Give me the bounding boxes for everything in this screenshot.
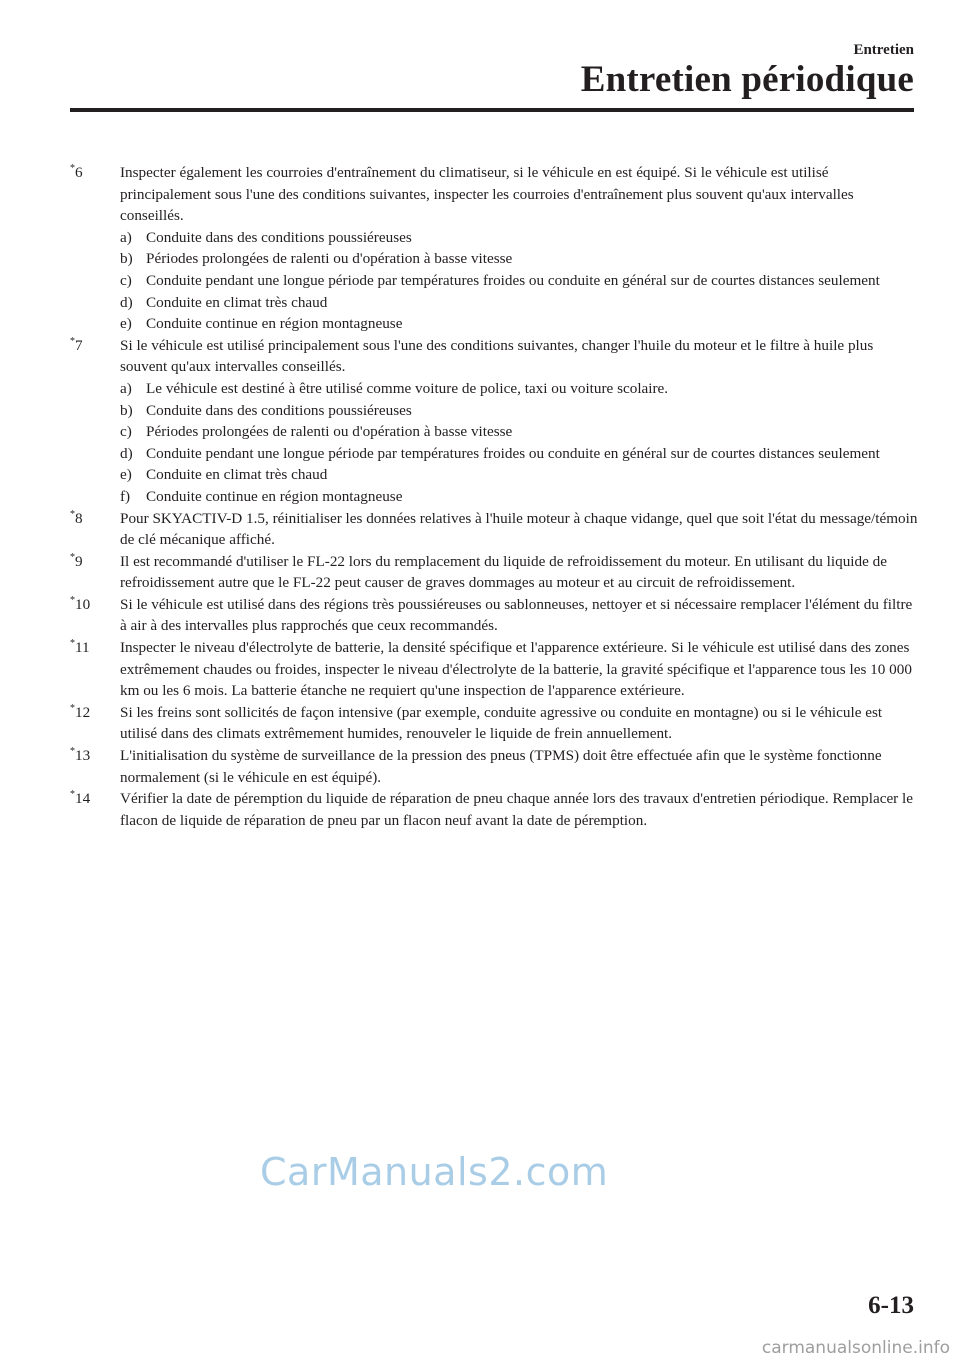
- sub-item: [120, 421, 918, 443]
- note-number: [70, 745, 90, 767]
- sub-item-letter: c): [120, 271, 132, 289]
- note-number: [70, 162, 83, 184]
- note-number-text: 7: [75, 336, 83, 354]
- note-marker: *: [70, 335, 75, 347]
- note-number: [70, 637, 90, 659]
- note-marker: *: [70, 594, 75, 606]
- note-number: [70, 702, 90, 724]
- sub-item-text: Conduite en climat très chaud: [146, 293, 328, 311]
- note-11: [70, 637, 918, 702]
- sub-item-text: Conduite dans des conditions poussiéreuses: [146, 228, 412, 246]
- note-marker: *: [70, 508, 75, 520]
- note-text: Il est recommandé d'utiliser le FL-22 lors du remplacement du liquide de refroidissement du moteur. En utilisant du liquide de refroidissement autre que le FL-22 peut causer de graves dommages au moteur et au circuit de refroidissement.: [120, 552, 887, 592]
- section-label: Entretien: [853, 42, 914, 58]
- sub-item-text: Périodes prolongées de ralenti ou d'opération à basse vitesse: [146, 250, 513, 268]
- sub-item: [120, 464, 918, 486]
- note-marker: *: [70, 638, 75, 650]
- sub-item-letter: a): [120, 228, 132, 246]
- sub-item-text: Conduite pendant une longue période par températures froides ou conduite en général sur de courtes distances seulement: [146, 271, 880, 289]
- note-number: [70, 788, 90, 810]
- note-text: Si le véhicule est utilisé principalement sous l'une des conditions suivantes, changer l'huile du moteur et le filtre à huile plus souvent qu'aux intervalles conseillés.: [120, 336, 874, 376]
- watermark-logo[interactable]: CarManuals2.com: [260, 1150, 609, 1194]
- sub-item: [120, 270, 918, 292]
- note-7: [70, 335, 918, 508]
- sub-item-text: Périodes prolongées de ralenti ou d'opération à basse vitesse: [146, 423, 513, 441]
- note-text: Inspecter également les courroies d'entraînement du climatiseur, si le véhicule en est équipé. Si le véhicule est utilisé principalement sous l'une des conditions suivantes, inspecter les courroies d'entraînement plus souvent qu'aux intervalles conseillés.: [120, 164, 854, 225]
- note-12: [70, 702, 918, 745]
- sub-item-text: Conduite en climat très chaud: [146, 466, 328, 484]
- note-text: Vérifier la date de péremption du liquide de réparation de pneu chaque année lors des travaux d'entretien périodique. Remplacer le flacon de liquide de réparation de pneu par un flacon neuf avant la date de péremption.: [120, 790, 913, 829]
- note-number-text: 13: [75, 747, 91, 765]
- note-number-text: 12: [75, 703, 91, 721]
- note-number-text: 9: [75, 552, 83, 570]
- note-marker: *: [70, 746, 75, 758]
- header-rule: [70, 108, 914, 112]
- note-number: [70, 335, 83, 357]
- sub-item: [120, 378, 918, 400]
- note-number-text: 6: [75, 164, 83, 181]
- sub-item: [120, 248, 918, 270]
- note-13: [70, 745, 918, 788]
- note-number-text: 8: [75, 509, 83, 527]
- sub-item: [120, 486, 918, 508]
- note-number-text: 11: [75, 639, 90, 657]
- note-number-text: 14: [75, 790, 91, 808]
- sub-item: [120, 313, 918, 335]
- sub-item-letter: c): [120, 423, 132, 441]
- note-text: Inspecter le niveau d'électrolyte de batterie, la densité spécifique et l'apparence extérieure. Si le véhicule est utilisé dans des zones extrêmement chaudes ou froides, inspecter le niveau d'électrolyte de la batterie, la gravité spécifique et l'apparence tous les 10 000 km ou les 6 mois. La batterie étanche ne requiert qu'une inspection de l'apparence extérieure.: [120, 639, 912, 700]
- note-6: [70, 162, 918, 335]
- note-marker: *: [70, 163, 75, 174]
- footer-watermark[interactable]: carmanualsonline.info: [761, 1338, 950, 1358]
- sub-item-letter: d): [120, 444, 133, 462]
- sub-item-text: Conduite continue en région montagneuse: [146, 487, 403, 505]
- note-9: [70, 551, 918, 594]
- sub-item: [120, 443, 918, 465]
- note-marker: *: [70, 551, 75, 563]
- note-text: Pour SKYACTIV-D 1.5, réinitialiser les données relatives à l'huile moteur à chaque vidange, quel que soit l'état du message/témoin de clé mécanique affiché.: [120, 509, 918, 549]
- sub-item-letter: b): [120, 401, 133, 419]
- sub-item-letter: f): [120, 487, 131, 505]
- page-number: 6-13: [868, 1292, 914, 1319]
- note-10: [70, 594, 918, 637]
- sub-item-letter: e): [120, 315, 132, 333]
- sub-item: [120, 400, 918, 422]
- note-marker: *: [70, 789, 75, 801]
- note-number: [70, 551, 83, 573]
- sub-item-text: Conduite dans des conditions poussiéreuses: [146, 401, 412, 419]
- sub-item-letter: b): [120, 250, 133, 268]
- note-text: Si les freins sont sollicités de façon intensive (par exemple, conduite agressive ou conduite en montagne) ou si le véhicule est utilisé dans des climats extrêmement humides, renouveler le liquide de frein annuellement.: [120, 703, 883, 743]
- note-14: [70, 788, 918, 831]
- note-text: L'initialisation du système de surveillance de la pression des pneus (TPMS) doit être effectuée afin que le système fonctionne normalement (si le véhicule en est équipé).: [120, 747, 882, 786]
- sub-item-letter: d): [120, 293, 133, 311]
- note-marker: *: [70, 702, 75, 714]
- page-title: Entretien périodique: [580, 59, 914, 100]
- sub-item-text: Conduite continue en région montagneuse: [146, 315, 403, 333]
- sub-item-text: Conduite pendant une longue période par températures froides ou conduite en général sur de courtes distances seulement: [146, 444, 880, 462]
- sub-item-letter: a): [120, 379, 132, 397]
- sub-item-text: Le véhicule est destiné à être utilisé comme voiture de police, taxi ou voiture scolaire.: [146, 379, 669, 397]
- note-text: Si le véhicule est utilisé dans des régions très poussiéreuses ou sablonneuses, nettoyer et si nécessaire remplacer l'élément du filtre à air à des intervalles plus rapprochés que ceux recommandés.: [120, 595, 913, 635]
- note-number: [70, 594, 90, 616]
- note-number: [70, 508, 83, 530]
- notes-list: [70, 162, 918, 831]
- sub-item: [120, 292, 918, 314]
- note-8: [70, 508, 918, 551]
- sub-item-letter: e): [120, 466, 132, 484]
- note-number-text: 10: [75, 595, 91, 613]
- sub-item: [120, 227, 918, 249]
